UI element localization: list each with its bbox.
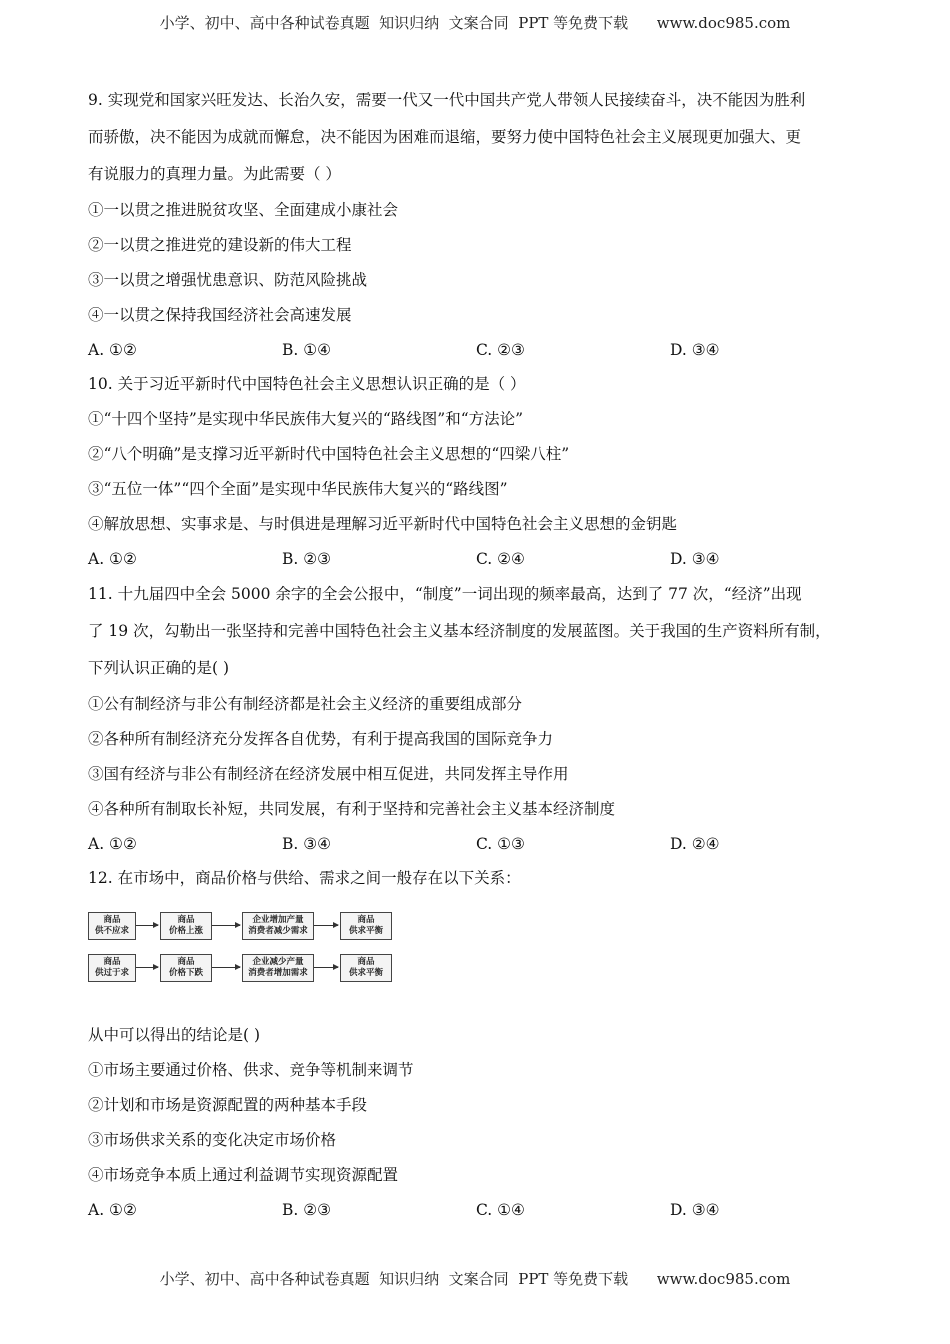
answer-options — [88, 542, 878, 576]
exam-content — [88, 82, 878, 1227]
diagram-box-balance: 商品 供求平衡 — [340, 954, 392, 982]
option-b: B. ③④ — [282, 835, 332, 853]
question-stem-line: 有说服力的真理力量。为此需要（ ） — [88, 165, 341, 183]
diagram-arrow — [136, 967, 158, 968]
option-a: A. ①② — [88, 550, 137, 568]
question-stem-line: 从中可以得出的结论是( ) — [88, 1026, 261, 1044]
page-footer: 小学、初中、高中各种试卷真题 知识归纳 文案合同 PPT 等免费下载 www.doc985.com — [159, 1270, 791, 1288]
option-b: B. ①④ — [282, 341, 332, 359]
question-9 — [88, 82, 878, 367]
option-a: A. ①② — [88, 835, 137, 853]
question-stem-line: 12. 在市场中，商品价格与供给、需求之间一般存在以下关系： — [88, 869, 521, 887]
statement-item: ②“八个明确”是支撑习近平新时代中国特色社会主义思想的“四梁八柱” — [88, 445, 570, 463]
diagram-box-price-fall: 商品 价格下跌 — [160, 954, 212, 982]
statement-item: ④各种所有制取长补短，共同发展，有利于坚持和完善社会主义基本经济制度 — [88, 800, 616, 818]
page-header: 小学、初中、高中各种试卷真题 知识归纳 文案合同 PPT 等免费下载 www.doc985.com — [159, 14, 791, 32]
answer-options — [88, 333, 878, 367]
question-12 — [88, 861, 878, 1227]
question-stem-line: 而骄傲，决不能因为成就而懈怠，决不能因为困难而退缩，要努力使中国特色社会主义展现更加强大、更 — [88, 128, 802, 146]
diagram-arrow — [314, 925, 338, 926]
diagram-box-surplus: 商品 供过于求 — [88, 954, 136, 982]
answer-options — [88, 827, 878, 861]
statement-item: ①公有制经济与非公有制经济都是社会主义经济的重要组成部分 — [88, 695, 523, 713]
diagram-box-price-rise: 商品 价格上涨 — [160, 912, 212, 940]
diagram-box-balance: 商品 供求平衡 — [340, 912, 392, 940]
price-supply-demand-diagram — [88, 906, 393, 988]
diagram-arrow — [314, 967, 338, 968]
statement-item: ③市场供求关系的变化决定市场价格 — [88, 1131, 337, 1149]
statement-item: ④市场竞争本质上通过利益调节实现资源配置 — [88, 1166, 399, 1184]
question-stem-line: 下列认识正确的是( ) — [88, 659, 230, 677]
option-d: D. ③④ — [670, 1201, 720, 1219]
diagram-arrow — [136, 925, 158, 926]
statement-item: ④解放思想、实事求是、与时俱进是理解习近平新时代中国特色社会主义思想的金钥匙 — [88, 515, 678, 533]
answer-options — [88, 1193, 878, 1227]
statement-item: ①市场主要通过价格、供求、竞争等机制来调节 — [88, 1061, 414, 1079]
diagram-box-decrease-output: 企业减少产量 消费者增加需求 — [242, 954, 314, 982]
option-a: A. ①② — [88, 1201, 137, 1219]
option-c: C. ①④ — [476, 1201, 525, 1219]
statement-item: ①“十四个坚持”是实现中华民族伟大复兴的“路线图”和“方法论” — [88, 410, 524, 428]
statement-item: ①一以贯之推进脱贫攻坚、全面建成小康社会 — [88, 201, 399, 219]
question-stem-line: 11. 十九届四中全会 5000 余字的全会公报中，“制度”一词出现的频率最高，达到了 77 次，“经济”出现 — [88, 585, 802, 603]
question-stem-line: 10. 关于习近平新时代中国特色社会主义思想认识正确的是（ ） — [88, 375, 526, 393]
statement-item: ②各种所有制经济充分发挥各自优势，有利于提高我国的国际竞争力 — [88, 730, 554, 748]
question-11 — [88, 576, 878, 861]
diagram-arrow — [212, 967, 240, 968]
statement-item: ④一以贯之保持我国经济社会高速发展 — [88, 306, 352, 324]
diagram-box-shortage: 商品 供不应求 — [88, 912, 136, 940]
statement-item: ③“五位一体”“四个全面”是实现中华民族伟大复兴的“路线图” — [88, 480, 508, 498]
question-10 — [88, 367, 878, 576]
option-c: C. ②③ — [476, 341, 525, 359]
statement-item: ③一以贯之增强忧患意识、防范风险挑战 — [88, 271, 368, 289]
option-c: C. ①③ — [476, 835, 525, 853]
option-a: A. ①② — [88, 341, 137, 359]
statement-item: ②一以贯之推进党的建设新的伟大工程 — [88, 236, 352, 254]
option-b: B. ②③ — [282, 1201, 332, 1219]
question-stem-line: 9. 实现党和国家兴旺发达、长治久安，需要一代又一代中国共产党人带领人民接续奋斗，决不能因为胜利 — [88, 91, 806, 109]
option-b: B. ②③ — [282, 550, 332, 568]
statement-item: ②计划和市场是资源配置的两种基本手段 — [88, 1096, 368, 1114]
question-stem-line: 了 19 次，勾勒出一张坚持和完善中国特色社会主义基本经济制度的发展蓝图。关于我国的生产资料所有制， — [88, 622, 831, 640]
diagram-arrow — [212, 925, 240, 926]
diagram-box-increase-output: 企业增加产量 消费者减少需求 — [242, 912, 314, 940]
statement-item: ③国有经济与非公有制经济在经济发展中相互促进，共同发挥主导作用 — [88, 765, 569, 783]
option-d: D. ③④ — [670, 550, 720, 568]
option-d: D. ③④ — [670, 341, 720, 359]
option-d: D. ②④ — [670, 835, 720, 853]
option-c: C. ②④ — [476, 550, 525, 568]
